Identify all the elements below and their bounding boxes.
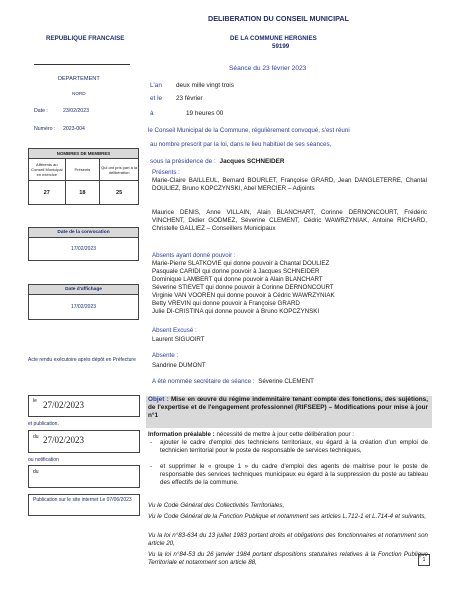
objet-label: Objet : <box>148 396 169 403</box>
le-date: 27/02/2023 <box>43 400 85 410</box>
excuse-value: Laurent SIGUOIRT <box>152 336 205 343</box>
pouvoir-item: Pasquale CARIDI qui donne pouvoir à Jacques SCHNEIDER <box>152 268 320 275</box>
pouvoir-item: Séverine STIEVET qui donne pouvoir à Corinne DERNONCOURT <box>152 284 334 291</box>
du-date-box <box>28 430 140 453</box>
convocation-box <box>28 227 139 261</box>
pouvoir-item: Dominique LAMBERT qui donne pouvoir à Alain BLANCHART <box>152 276 323 283</box>
commune-name: DE LA COMMUNE HERGNIES <box>230 35 317 42</box>
du-date: 27/02/2023 <box>43 435 85 445</box>
presidence <box>150 158 285 165</box>
a-value: 19 heures 00 <box>186 110 224 117</box>
header-divider <box>34 64 130 65</box>
information-intro <box>148 431 428 439</box>
presents-label: Présents : <box>152 169 180 176</box>
objet <box>148 396 428 420</box>
bullet-dash: - <box>150 463 153 470</box>
pouvoir-item: Julie DI-CRISTINA qui donne pouvoir à Bruno KOPCZYNSKI <box>152 308 320 315</box>
bullet-dash: - <box>150 439 153 446</box>
members-header-presents: Présents <box>65 159 100 181</box>
secretaire <box>152 378 314 386</box>
convocation-value: 17/02/2023 <box>70 246 97 252</box>
members-value-votants: 25 <box>100 181 139 205</box>
a-label: à <box>150 110 154 117</box>
commune-postcode: 59199 <box>272 43 290 50</box>
pouvoir-item: Betty VREVIN qui donne pouvoir à Françoise GRARD <box>152 300 300 307</box>
members-header-votants: Qui ont pris part à la délibération <box>100 159 139 181</box>
date-value: 23/02/2023 <box>63 108 89 114</box>
seance-title-text: Séance du 23 février 2023 <box>229 65 307 72</box>
date-label: Date : <box>34 108 48 114</box>
secretaire-value: Séverine CLEMENT <box>258 378 314 385</box>
document-title: DELIBERATION DU CONSEIL MUNICIPAL <box>208 14 349 23</box>
presidence-value: Jacques SCHNEIDER <box>219 158 285 165</box>
notification-box <box>28 465 140 488</box>
page-number: 1 <box>418 554 430 566</box>
members-value-presents: 18 <box>65 181 100 205</box>
members-header-exercice: Afférents au Conseil Municipal en exercice <box>29 159 66 181</box>
seance-title <box>229 65 306 72</box>
presents-adjoints: Marie-Claire BAILLEUL, Bernard BOURLET, Françoise GRARD, Jean DANGLETERRE, Chantal DOULIEZ, Bruno KOPCZYNSKI, Abel MERCIER – Adjoints <box>152 177 427 192</box>
absente-label: Absente : <box>152 352 179 359</box>
information-bullet-1: ajouter le cadre d'emploi des techniciens territoriaux, eu égard à la création d'un emploi de technicien territorial pour le poste de responsable de services techniques, <box>160 439 428 454</box>
presents-conseillers: Maurice DENIS, Anne VILLAIN, Alain BLANCHART, Corinne DERNONCOURT, Frédéric VINCHENT, Didier GODMEZ, Séverine CLEMENT, Cédric WAWRZYNIAK, Antoine RICHARD, Christelle GALLIEZ – Conseillers Municipaux <box>152 209 427 232</box>
members-title: NOMBRES DE MEMBRES <box>29 149 139 159</box>
vu-4: Vu la loi n°84-53 du 26 janvier 1984 portant dispositions statutaires relatives à la Fonction Publique Territoriale et notamment son article 88, <box>148 551 428 566</box>
vu-2: Vu le Code Général de la Fonction Publique et notamment ses articles L.712-1 et L.714-4 et suivants, <box>148 513 427 520</box>
members-table <box>28 148 139 205</box>
acte-rendu-text: Acte rendu exécutoire après dépôt en Préfecture <box>28 357 136 363</box>
vu-3: Vu la loi n°83-634 du 13 juillet 1983 portant droits et obligations des fonctionnaires et notamment son article 20, <box>148 532 428 547</box>
convoque-text: le Conseil Municipal de la Commune, régulièrement convoqué, s'est réuni <box>148 127 350 134</box>
information-intro-text: nécessité de mettre à jour cette délibération pour : <box>216 431 355 438</box>
an-value: deux mille vingt trois <box>176 82 234 89</box>
information-bullet-2: et supprimer le « groupe 1 » du cadre d'emploi des agents de maitrise pour le poste de responsable des services techniques municipaux eu égard à la suppression du poste au tableau des effectifs de la commune. <box>160 463 428 486</box>
affichage-value: 17/02/2023 <box>70 304 97 310</box>
pouvoir-item: Marie-Pierre SLATKOVIE qui donne pouvoir à Chantal DOULIEZ <box>152 260 330 267</box>
pouvoir-list <box>152 260 427 316</box>
information-label: Information préalable : <box>148 431 215 438</box>
numero-value: 2023-004 <box>63 126 85 132</box>
le-label: le <box>33 398 37 404</box>
pouvoir-item: Virginie VAN VOOREN qui donne pouvoir à Cédric WAWRZYNIAK <box>152 292 335 299</box>
affichage-box <box>28 284 139 320</box>
du-label: du <box>33 434 39 440</box>
numero-label: Numéro : <box>34 126 56 132</box>
objet-text: Mise en œuvre du régime indemnitaire tenant compte des fonctions, des sujétions, de l'expertise et de l'engagement professionnel (RIFSEEP) – Modifications pour mise à jour n°1 <box>148 396 428 419</box>
affichage-title: Date d'affichage <box>29 285 138 295</box>
pouvoir-label: Absents ayant donné pouvoir : <box>152 252 236 259</box>
secretaire-label: A été nommée secrétaire de séance : <box>152 378 255 385</box>
publication-internet-box: Publication sur le site internet Le 07/06/2023 <box>28 494 140 516</box>
publication-label: et publication. <box>28 421 59 427</box>
le-date-box <box>28 395 140 417</box>
vu-1: Vu le Code Général des Collectivités Territoriales, <box>148 502 285 509</box>
members-value-exercice: 27 <box>29 181 66 205</box>
republic-label: REPUBLIQUE FRANCAISE <box>46 35 125 42</box>
departement-value: NORD <box>72 91 86 96</box>
nombre-text: au nombre prescrit par la loi, dans le lieu habituel de ses séances, <box>150 141 332 148</box>
du-label-notification: du <box>33 469 39 475</box>
excuse-label: Absent Excusé : <box>152 327 197 334</box>
absente-value: Sandrine DUMONT <box>152 362 206 369</box>
notification-label: ou notification <box>28 457 59 463</box>
departement-label: DEPARTEMENT <box>58 76 100 82</box>
convocation-title: Date de la convocation <box>29 228 138 238</box>
le-label-seance: et le <box>150 95 163 102</box>
an-label: L'an <box>150 82 162 89</box>
presidence-label: sous la présidence de : <box>150 158 216 165</box>
le-value-seance: 23 février <box>176 95 203 102</box>
